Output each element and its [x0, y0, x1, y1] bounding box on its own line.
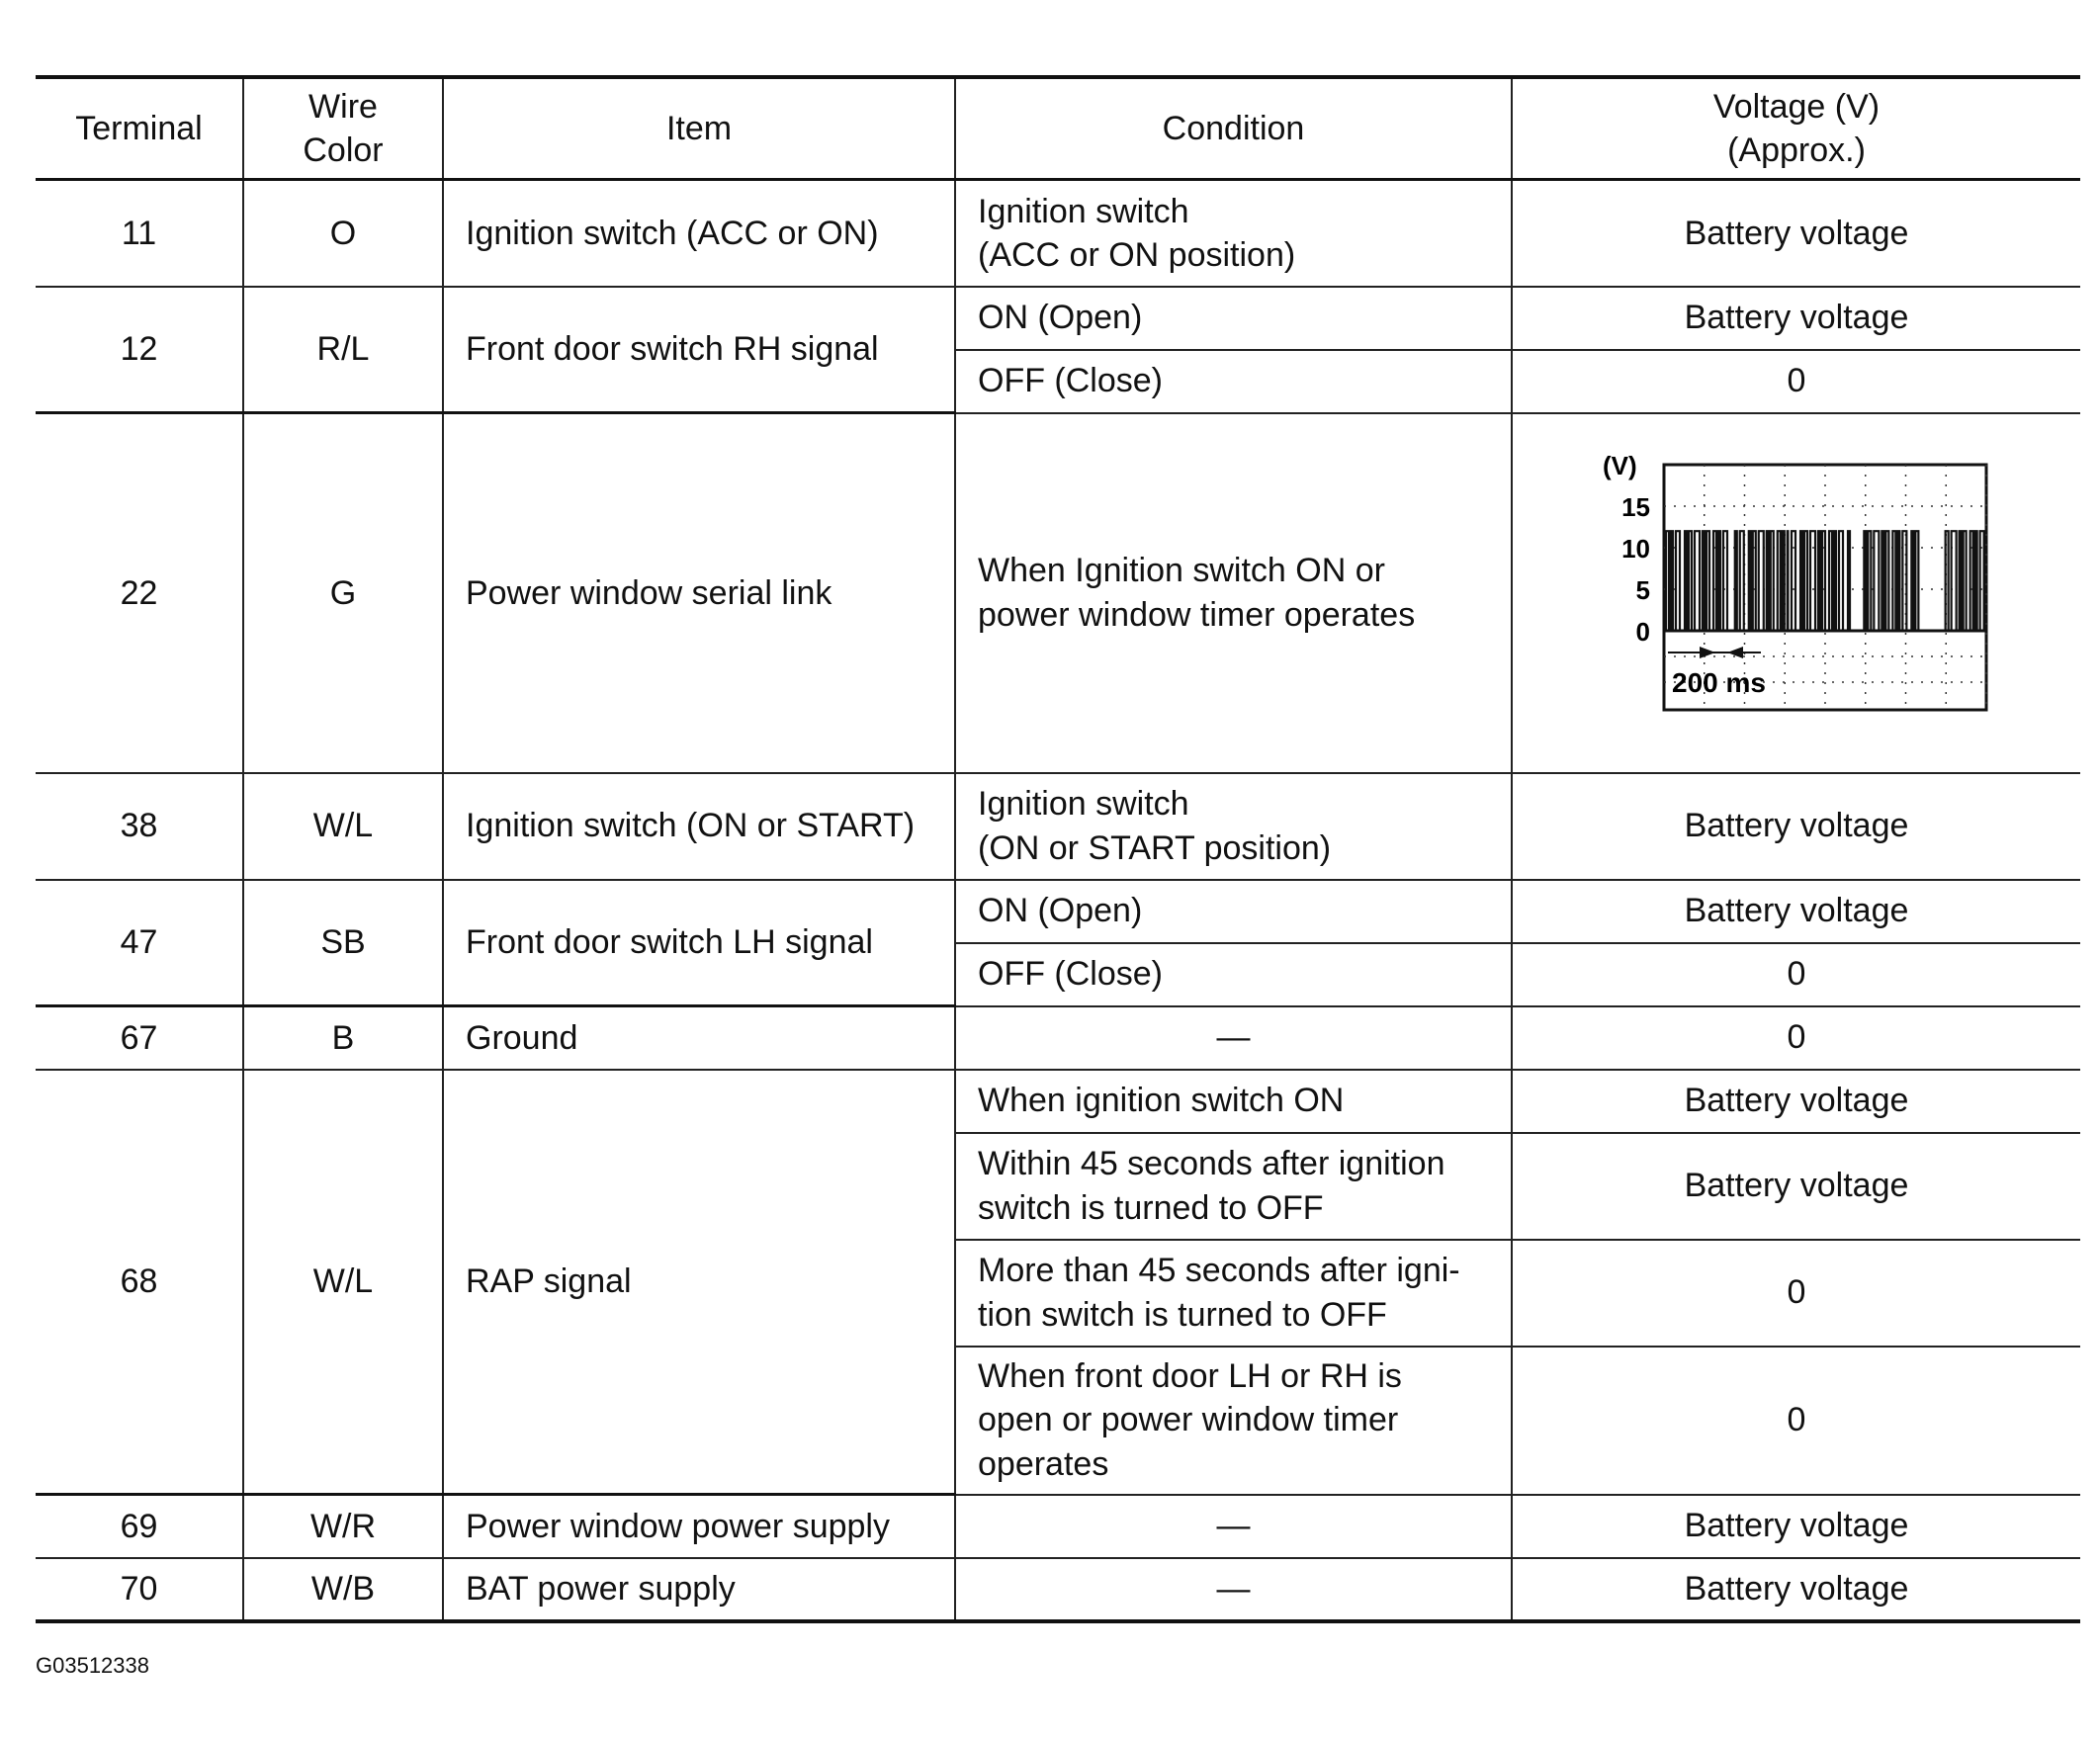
- table-row: [36, 180, 2080, 287]
- terminal-cell: 67: [36, 1006, 243, 1070]
- waveform-ytick-5: 5: [1635, 574, 1650, 605]
- condition-cell: When Ignition switch ON or power window timer operates: [955, 413, 1512, 773]
- condition-cell: Within 45 seconds after ignition switch is turned to OFF: [955, 1133, 1512, 1240]
- header-voltage-line2: (Approx.): [1727, 131, 1866, 169]
- voltage-cell: 0: [1512, 350, 2080, 413]
- terminal-cell: 11: [36, 180, 243, 287]
- wire-color-cell: W/L: [243, 1070, 443, 1495]
- header-wire-color: Wire Color: [243, 77, 443, 180]
- wire-color-cell: B: [243, 1006, 443, 1070]
- voltage-cell: Battery voltage: [1512, 1070, 2080, 1133]
- terminal-cell: 12: [36, 287, 243, 413]
- wire-color-cell: SB: [243, 880, 443, 1006]
- header-voltage: [1512, 77, 2080, 180]
- waveform-ytick-10: 10: [1621, 533, 1650, 564]
- voltage-cell: Battery voltage: [1512, 287, 2080, 350]
- time-span-label: 200 ms: [1672, 666, 1766, 698]
- header-voltage-line1: Voltage (V): [1712, 87, 1881, 126]
- condition-cell: When ignition switch ON: [955, 1070, 1512, 1133]
- voltage-cell: Battery voltage: [1512, 1558, 2080, 1621]
- wire-color-cell: W/B: [243, 1558, 443, 1621]
- condition-cell: OFF (Close): [955, 943, 1512, 1006]
- condition-cell: ON (Open): [955, 880, 1512, 943]
- table-row: [36, 1558, 2080, 1621]
- waveform-ylabel: (V): [1603, 450, 1637, 480]
- item-cell: Front door switch RH signal: [443, 287, 955, 413]
- voltage-cell: Battery voltage: [1512, 1133, 2080, 1240]
- voltage-cell: Battery voltage: [1512, 773, 2080, 880]
- table-row: [36, 287, 2080, 350]
- voltage-cell: Battery voltage: [1512, 1495, 2080, 1558]
- header-condition: Condition: [955, 77, 1512, 180]
- serial-link-waveform-chart: [1589, 445, 2004, 741]
- condition-cell: ON (Open): [955, 287, 1512, 350]
- condition-cell: Ignition switch (ACC or ON position): [955, 180, 1512, 287]
- condition-cell: OFF (Close): [955, 350, 1512, 413]
- wire-color-cell: R/L: [243, 287, 443, 413]
- item-cell: Power window serial link: [443, 413, 955, 773]
- condition-cell: When front door LH or RH is open or power window timer operates: [955, 1347, 1512, 1495]
- item-cell: BAT power supply: [443, 1558, 955, 1621]
- table-row: [36, 1006, 2080, 1070]
- wire-color-cell: W/L: [243, 773, 443, 880]
- condition-cell: —: [955, 1558, 1512, 1621]
- header-terminal: Terminal: [36, 77, 243, 180]
- voltage-cell: 0: [1512, 1240, 2080, 1347]
- voltage-cell: 0: [1512, 1347, 2080, 1495]
- item-cell: Front door switch LH signal: [443, 880, 955, 1006]
- item-cell: Ignition switch (ACC or ON): [443, 180, 955, 287]
- condition-cell: —: [955, 1495, 1512, 1558]
- item-cell: Power window power supply: [443, 1495, 955, 1558]
- condition-cell: More than 45 seconds after igni- tion switch is turned to OFF: [955, 1240, 1512, 1347]
- waveform-ytick-0: 0: [1635, 616, 1650, 647]
- item-cell: Ground: [443, 1006, 955, 1070]
- waveform-ytick-15: 15: [1621, 491, 1650, 522]
- table-row: [36, 1070, 2080, 1133]
- voltage-cell: Battery voltage: [1512, 180, 2080, 287]
- table-row: [36, 413, 2080, 773]
- condition-cell: —: [955, 1006, 1512, 1070]
- terminal-cell: 47: [36, 880, 243, 1006]
- wire-color-cell: O: [243, 180, 443, 287]
- item-cell: RAP signal: [443, 1070, 955, 1495]
- table-row: [36, 773, 2080, 880]
- table-row: [36, 880, 2080, 943]
- terminal-cell: 68: [36, 1070, 243, 1495]
- voltage-cell: 0: [1512, 1006, 2080, 1070]
- voltage-cell: Battery voltage: [1512, 880, 2080, 943]
- terminal-voltage-table: [36, 75, 2080, 1623]
- condition-cell: Ignition switch (ON or START position): [955, 773, 1512, 880]
- table-row: [36, 1495, 2080, 1558]
- terminal-cell: 69: [36, 1495, 243, 1558]
- item-cell: Ignition switch (ON or START): [443, 773, 955, 880]
- wire-color-cell: W/R: [243, 1495, 443, 1558]
- terminal-cell: 22: [36, 413, 243, 773]
- waveform-axis-labels: [1603, 451, 1650, 647]
- terminal-cell: 38: [36, 773, 243, 880]
- voltage-cell: 0: [1512, 943, 2080, 1006]
- terminal-cell: 70: [36, 1558, 243, 1621]
- header-row: [36, 77, 2080, 180]
- wire-color-cell: G: [243, 413, 443, 773]
- figure-code: G03512338: [36, 1653, 149, 1678]
- header-item: Item: [443, 77, 955, 180]
- waveform-cell: [1512, 413, 2080, 773]
